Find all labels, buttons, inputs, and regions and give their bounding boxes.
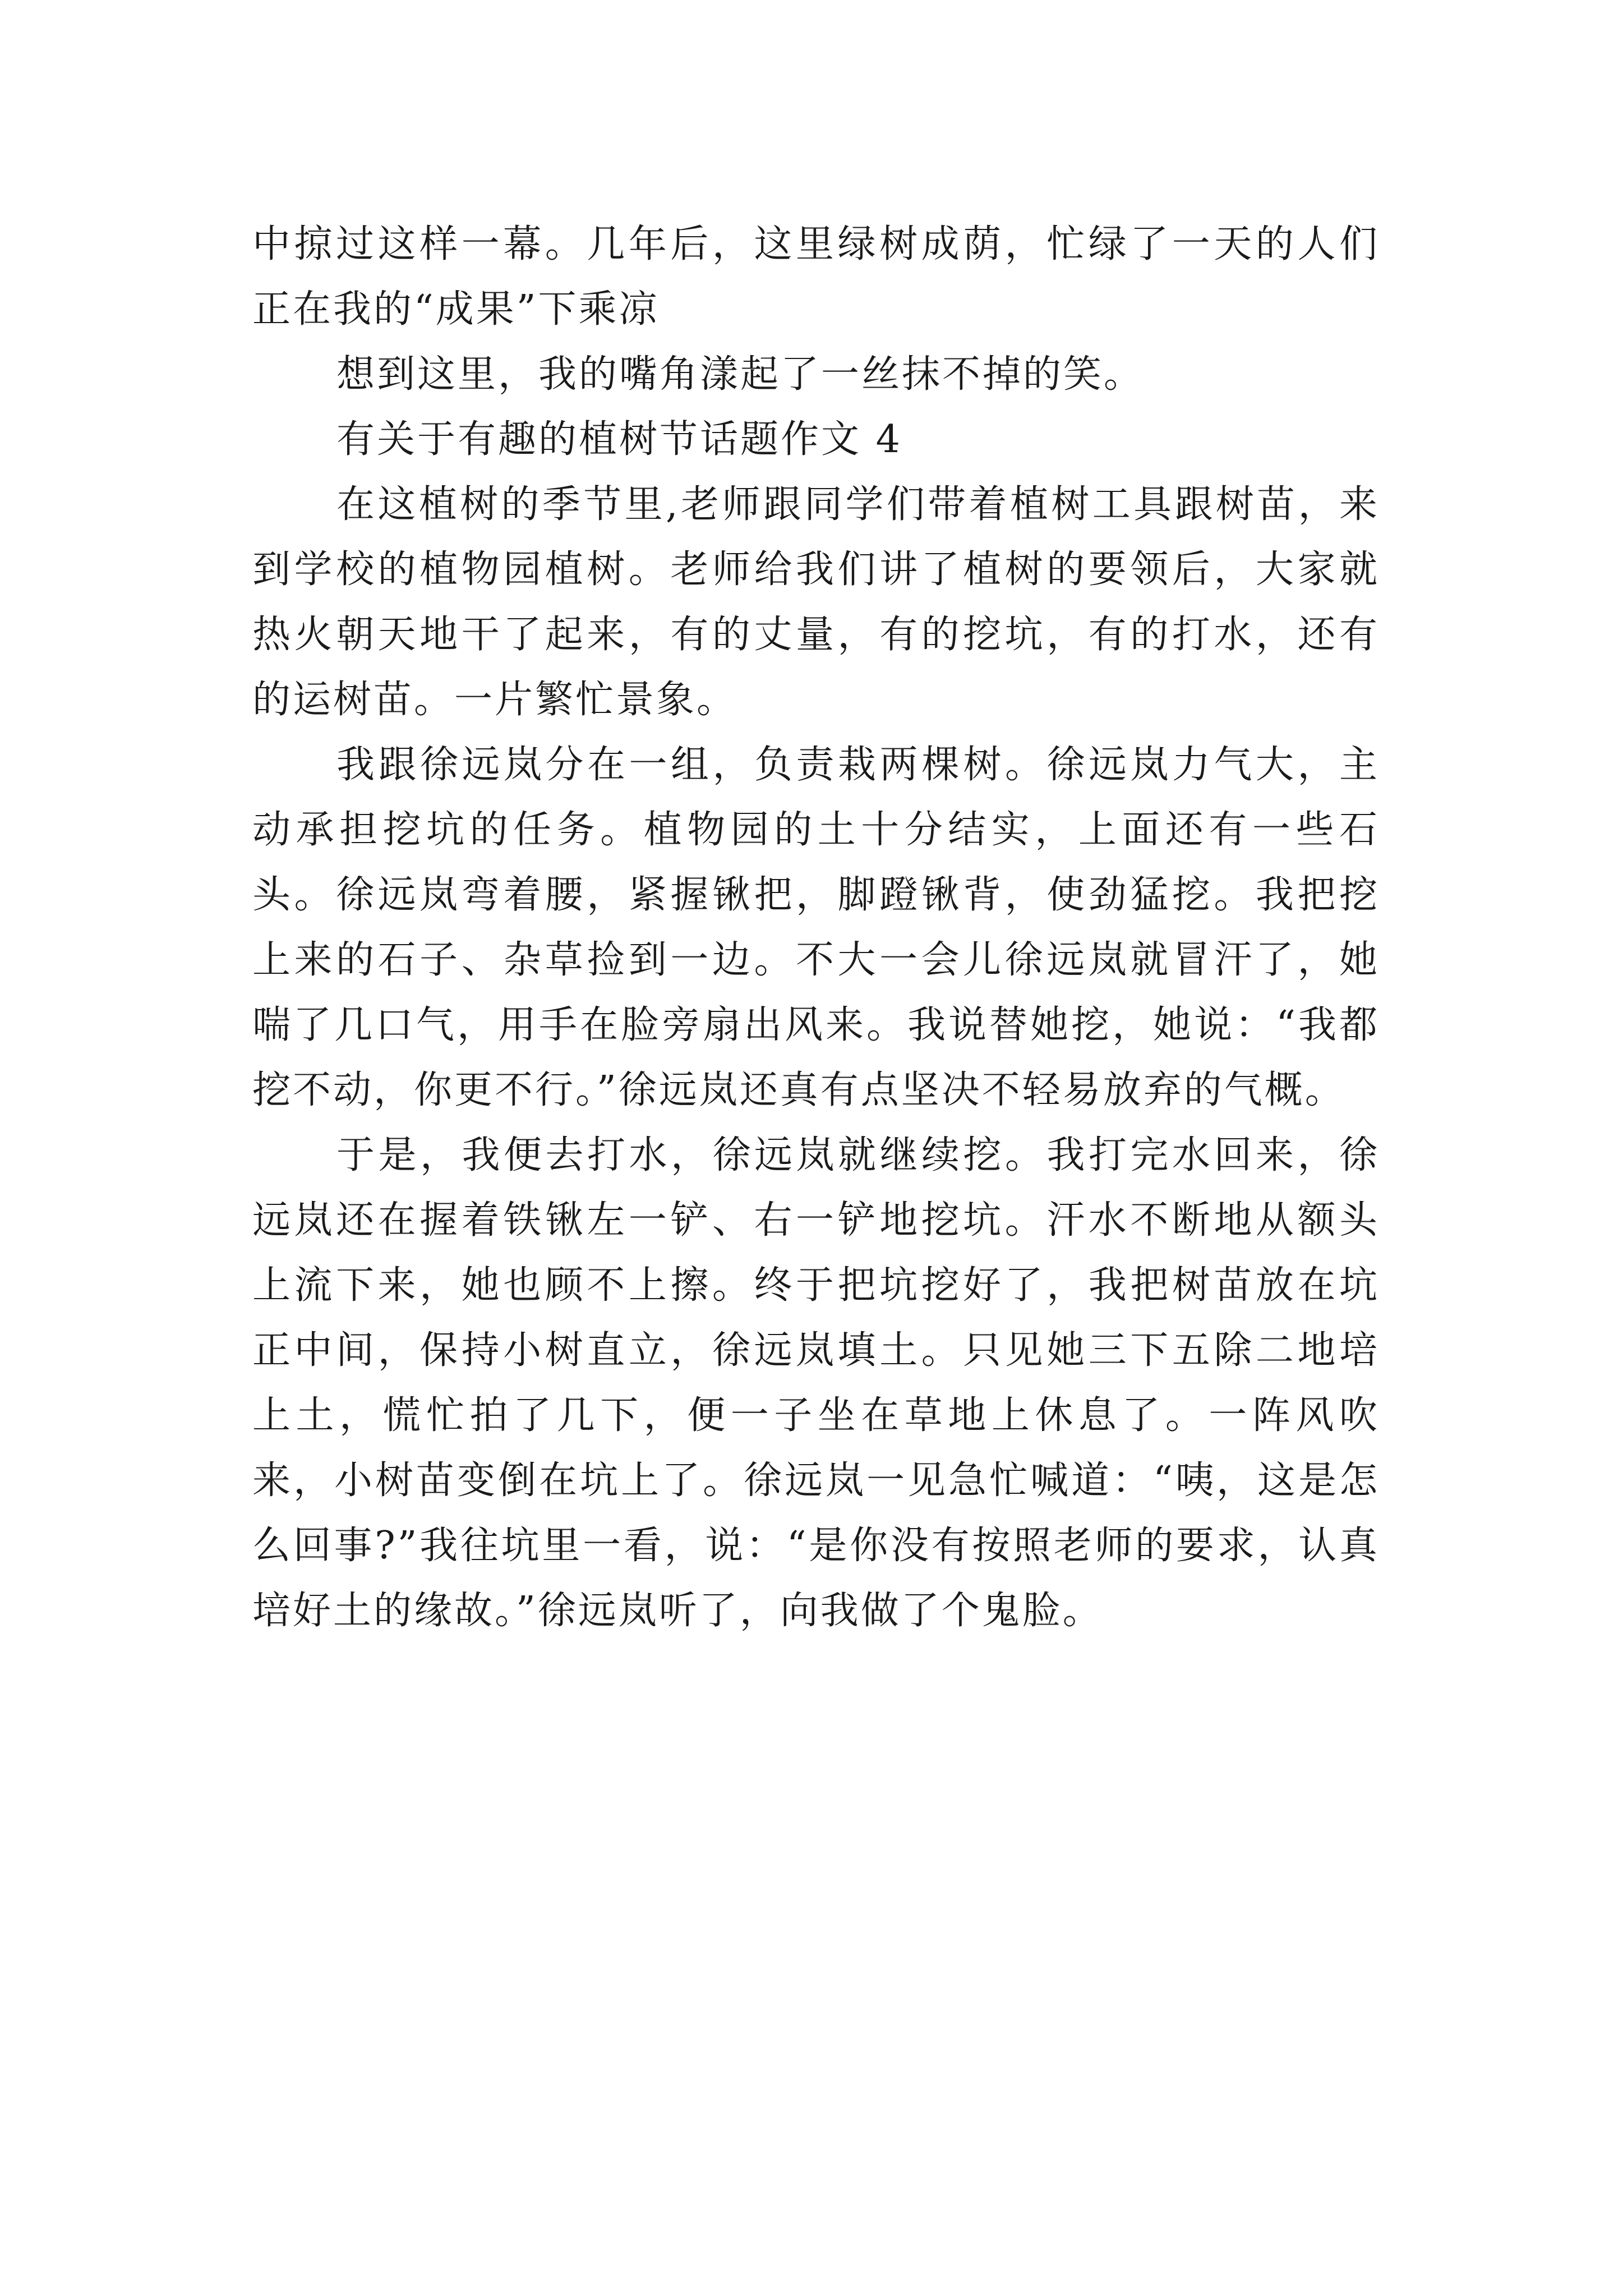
body-text <box>252 212 1380 1644</box>
paragraph: 于是，我便去打水，徐远岚就继续挖。我打完水回来，徐远岚还在握着铁锹左一铲、右一铲地挖坑。汗水不断地从额头上流下来，她也顾不上擦。终于把坑挖好了，我把树苗放在坑正中间，保持小树直立，徐远岚填土。只见她三下五除二地培上土，慌忙拍了几下，便一子坐在草地上休息了。一阵风吹来，小树苗变倒在坑上了。徐远岚一见急忙喊道：“咦，这是怎么回事?”我往坑里一看，说：“是你没有按照老师的要求，认真培好土的缘故。”徐远岚听了，向我做了个鬼脸。 <box>252 1133 1380 1633</box>
paragraph: 想到这里，我的嘴角漾起了一丝抹不掉的笑。 <box>336 352 1145 397</box>
section-heading: 有关于有趣的植树节话题作文 4 <box>336 417 902 462</box>
paragraph: 我跟徐远岚分在一组，负责栽两棵树。徐远岚力气大，主动承担挖坑的任务。植物园的土十分结实，上面还有一些石头。徐远岚弯着腰，紧握锹把，脚蹬锹背，使劲猛挖。我把挖上来的石子、杂草捡到一边。不大一会儿徐远岚就冒汗了，她喘了几口气，用手在脸旁扇出风来。我说替她挖，她说：“我都挖不动，你更不行。”徐远岚还真有点坚决不轻易放弃的气概。 <box>252 743 1380 1112</box>
paragraph: 中掠过这样一幕。几年后，这里绿树成荫，忙绿了一天的人们正在我的“成果”下乘凉 <box>252 222 1380 332</box>
paragraph: 在这植树的季节里,老师跟同学们带着植树工具跟树苗，来到学校的植物园植树。老师给我们讲了植树的要领后，大家就热火朝天地干了起来，有的丈量，有的挖坑，有的打水，还有的运树苗。一片繁忙景象。 <box>252 482 1380 722</box>
